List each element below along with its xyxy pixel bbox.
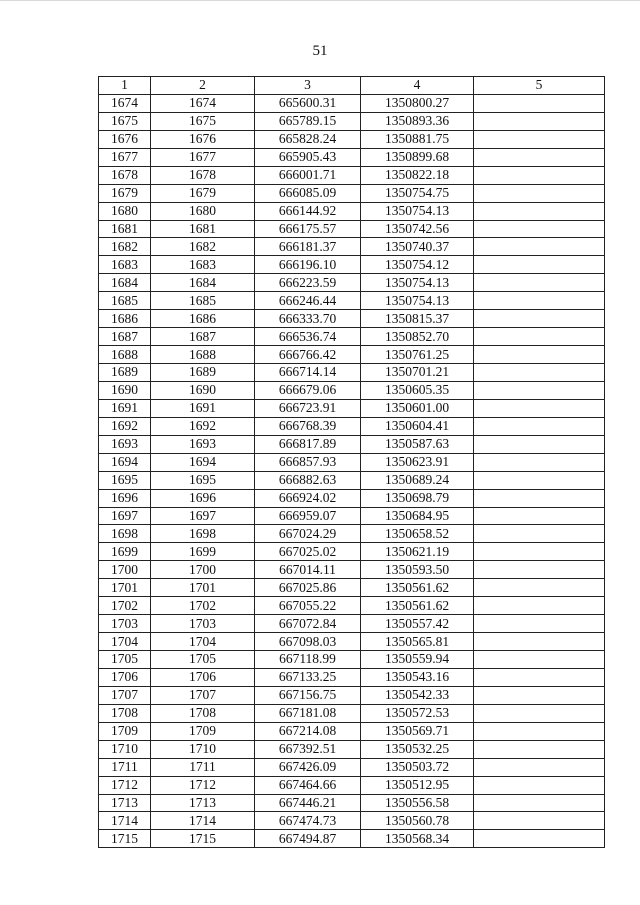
table-cell: 1684 — [151, 274, 255, 292]
table-cell — [474, 543, 605, 561]
table-cell: 1713 — [151, 794, 255, 812]
table-cell: 666001.71 — [255, 166, 361, 184]
table-cell: 667181.08 — [255, 704, 361, 722]
table-cell: 1350754.13 — [361, 292, 474, 310]
table-cell: 1682 — [151, 238, 255, 256]
table-cell: 1703 — [99, 615, 151, 633]
table-cell: 665600.31 — [255, 94, 361, 112]
table-cell: 1696 — [99, 489, 151, 507]
table-cell: 1691 — [151, 399, 255, 417]
table-cell: 667446.21 — [255, 794, 361, 812]
table-cell: 666714.14 — [255, 364, 361, 382]
table-row — [99, 543, 605, 561]
table-cell: 1701 — [99, 579, 151, 597]
table-cell: 667025.02 — [255, 543, 361, 561]
table-cell: 666536.74 — [255, 328, 361, 346]
table-cell: 1350572.53 — [361, 704, 474, 722]
column-header: 5 — [474, 77, 605, 95]
table-cell: 1350852.70 — [361, 328, 474, 346]
page-top-border — [0, 0, 640, 1]
table-row — [99, 776, 605, 794]
table-cell — [474, 112, 605, 130]
table-cell — [474, 453, 605, 471]
table-row — [99, 507, 605, 525]
coordinates-table — [98, 76, 605, 848]
table-cell: 1715 — [99, 830, 151, 848]
table-row — [99, 740, 605, 758]
table-cell: 1692 — [99, 417, 151, 435]
table-cell: 1693 — [151, 435, 255, 453]
table-row — [99, 399, 605, 417]
column-header: 2 — [151, 77, 255, 95]
table-cell: 1350503.72 — [361, 758, 474, 776]
table-cell: 1350587.63 — [361, 435, 474, 453]
table-row — [99, 364, 605, 382]
table-cell: 1350559.94 — [361, 651, 474, 669]
table-cell — [474, 148, 605, 166]
table-cell: 1705 — [151, 651, 255, 669]
table-body — [99, 94, 605, 847]
table-cell: 1350701.21 — [361, 364, 474, 382]
table-row — [99, 435, 605, 453]
table-cell: 1678 — [99, 166, 151, 184]
table-cell: 1707 — [151, 686, 255, 704]
table-cell — [474, 417, 605, 435]
table-cell: 666175.57 — [255, 220, 361, 238]
table-cell: 1350561.62 — [361, 597, 474, 615]
table-cell: 1702 — [151, 597, 255, 615]
table-cell — [474, 130, 605, 148]
table-cell: 666196.10 — [255, 256, 361, 274]
table-cell: 1675 — [99, 112, 151, 130]
table-cell — [474, 740, 605, 758]
table-cell: 1681 — [151, 220, 255, 238]
table-row — [99, 686, 605, 704]
table-cell: 1685 — [151, 292, 255, 310]
page-number: 51 — [312, 43, 328, 59]
table-cell: 1684 — [99, 274, 151, 292]
table-cell — [474, 794, 605, 812]
table-cell: 666223.59 — [255, 274, 361, 292]
table-cell: 1699 — [151, 543, 255, 561]
table-cell: 1350543.16 — [361, 668, 474, 686]
table-cell: 667024.29 — [255, 525, 361, 543]
table-cell: 1350605.35 — [361, 381, 474, 399]
table-cell — [474, 597, 605, 615]
table-cell — [474, 364, 605, 382]
table-cell — [474, 812, 605, 830]
table-cell: 666766.42 — [255, 346, 361, 364]
table-cell: 1700 — [99, 561, 151, 579]
table-cell: 1708 — [151, 704, 255, 722]
table-cell: 1350621.19 — [361, 543, 474, 561]
table-cell: 1350754.13 — [361, 274, 474, 292]
table-cell: 1677 — [99, 148, 151, 166]
table-cell: 1674 — [99, 94, 151, 112]
table-cell: 1350684.95 — [361, 507, 474, 525]
table-row — [99, 812, 605, 830]
table-cell: 1350754.13 — [361, 202, 474, 220]
table-cell: 667098.03 — [255, 633, 361, 651]
table-row — [99, 453, 605, 471]
table-cell: 1350658.52 — [361, 525, 474, 543]
table-cell: 1706 — [151, 668, 255, 686]
table-cell: 667494.87 — [255, 830, 361, 848]
header-row — [99, 77, 605, 95]
table-cell: 1683 — [151, 256, 255, 274]
table-row — [99, 346, 605, 364]
table-cell: 1350623.91 — [361, 453, 474, 471]
table-cell: 667474.73 — [255, 812, 361, 830]
table-cell: 1675 — [151, 112, 255, 130]
table-cell — [474, 615, 605, 633]
table-cell: 1682 — [99, 238, 151, 256]
table-cell — [474, 704, 605, 722]
table-cell: 1697 — [99, 507, 151, 525]
table-cell: 1714 — [99, 812, 151, 830]
table-cell: 1690 — [99, 381, 151, 399]
table-row — [99, 238, 605, 256]
table-cell: 665905.43 — [255, 148, 361, 166]
table-row — [99, 758, 605, 776]
table-cell: 1677 — [151, 148, 255, 166]
table-cell: 1705 — [99, 651, 151, 669]
table-cell: 1698 — [151, 525, 255, 543]
table-cell: 666679.06 — [255, 381, 361, 399]
table-cell: 1350815.37 — [361, 310, 474, 328]
table-cell: 667055.22 — [255, 597, 361, 615]
table-row — [99, 417, 605, 435]
table-row — [99, 220, 605, 238]
table-cell: 1350698.79 — [361, 489, 474, 507]
table-cell: 1350556.58 — [361, 794, 474, 812]
table-cell: 1694 — [99, 453, 151, 471]
table-cell: 1350565.81 — [361, 633, 474, 651]
table-cell: 1687 — [99, 328, 151, 346]
table-cell — [474, 686, 605, 704]
table-cell: 1711 — [151, 758, 255, 776]
table-cell: 1350542.33 — [361, 686, 474, 704]
table-row — [99, 310, 605, 328]
table-row — [99, 561, 605, 579]
table-cell: 1689 — [99, 364, 151, 382]
table-cell: 666768.39 — [255, 417, 361, 435]
table-cell: 667072.84 — [255, 615, 361, 633]
table-cell: 1706 — [99, 668, 151, 686]
table-row — [99, 597, 605, 615]
table-cell: 1680 — [99, 202, 151, 220]
table-row — [99, 722, 605, 740]
table-cell — [474, 94, 605, 112]
table-cell: 1350800.27 — [361, 94, 474, 112]
table-cell: 1350532.25 — [361, 740, 474, 758]
table-cell: 1710 — [99, 740, 151, 758]
table-cell: 1689 — [151, 364, 255, 382]
table-cell — [474, 525, 605, 543]
table-cell: 1683 — [99, 256, 151, 274]
table-cell: 1713 — [99, 794, 151, 812]
table-cell — [474, 202, 605, 220]
table-cell: 1693 — [99, 435, 151, 453]
table-cell: 667025.86 — [255, 579, 361, 597]
table-cell: 667133.25 — [255, 668, 361, 686]
table-cell — [474, 776, 605, 794]
table-cell: 666882.63 — [255, 471, 361, 489]
table-cell: 1696 — [151, 489, 255, 507]
column-header: 4 — [361, 77, 474, 95]
table-row — [99, 148, 605, 166]
table-cell: 666333.70 — [255, 310, 361, 328]
table-cell: 1350761.25 — [361, 346, 474, 364]
table-cell: 666723.91 — [255, 399, 361, 417]
table-cell: 1704 — [151, 633, 255, 651]
table-cell: 665828.24 — [255, 130, 361, 148]
table-row — [99, 633, 605, 651]
table-cell — [474, 184, 605, 202]
table-cell: 1350568.34 — [361, 830, 474, 848]
table-cell: 1711 — [99, 758, 151, 776]
table-cell: 666085.09 — [255, 184, 361, 202]
table-cell: 1678 — [151, 166, 255, 184]
table-cell: 665789.15 — [255, 112, 361, 130]
table-cell: 667464.66 — [255, 776, 361, 794]
table-cell: 1350881.75 — [361, 130, 474, 148]
table-row — [99, 94, 605, 112]
table-cell: 1680 — [151, 202, 255, 220]
table-cell: 1685 — [99, 292, 151, 310]
table-cell — [474, 651, 605, 669]
table-cell: 1709 — [151, 722, 255, 740]
table-cell: 1350899.68 — [361, 148, 474, 166]
table-cell: 1350593.50 — [361, 561, 474, 579]
table-cell — [474, 381, 605, 399]
table-row — [99, 292, 605, 310]
table-cell: 1704 — [99, 633, 151, 651]
table-cell — [474, 758, 605, 776]
table-row — [99, 704, 605, 722]
table-row — [99, 184, 605, 202]
table-cell: 1688 — [151, 346, 255, 364]
table-row — [99, 651, 605, 669]
table-cell — [474, 238, 605, 256]
table-cell: 1709 — [99, 722, 151, 740]
table-cell: 1350604.41 — [361, 417, 474, 435]
table-cell: 666181.37 — [255, 238, 361, 256]
table-row — [99, 794, 605, 812]
table-row — [99, 525, 605, 543]
table-cell: 1676 — [151, 130, 255, 148]
table-cell: 1687 — [151, 328, 255, 346]
table-cell: 1690 — [151, 381, 255, 399]
table-header — [99, 77, 605, 95]
table-cell: 1676 — [99, 130, 151, 148]
table-cell: 1350561.62 — [361, 579, 474, 597]
table-row — [99, 489, 605, 507]
table-cell: 1350557.42 — [361, 615, 474, 633]
table-cell: 1350893.36 — [361, 112, 474, 130]
table-cell — [474, 346, 605, 364]
table-cell: 667118.99 — [255, 651, 361, 669]
table-cell: 1699 — [99, 543, 151, 561]
table-cell: 1681 — [99, 220, 151, 238]
table-cell: 1350740.37 — [361, 238, 474, 256]
table-row — [99, 830, 605, 848]
table-cell: 1350601.00 — [361, 399, 474, 417]
table-cell — [474, 274, 605, 292]
table-row — [99, 112, 605, 130]
table-row — [99, 202, 605, 220]
table-cell: 1697 — [151, 507, 255, 525]
table-row — [99, 471, 605, 489]
table-cell — [474, 633, 605, 651]
table-row — [99, 615, 605, 633]
table-cell — [474, 722, 605, 740]
table-cell — [474, 435, 605, 453]
table-cell: 1350754.12 — [361, 256, 474, 274]
table-cell — [474, 579, 605, 597]
table-cell: 666817.89 — [255, 435, 361, 453]
table-cell: 666959.07 — [255, 507, 361, 525]
table-cell: 1712 — [151, 776, 255, 794]
table-cell: 1695 — [151, 471, 255, 489]
column-header: 1 — [99, 77, 151, 95]
table-cell: 1702 — [99, 597, 151, 615]
table-cell: 1700 — [151, 561, 255, 579]
table-row — [99, 381, 605, 399]
table-cell: 1350754.75 — [361, 184, 474, 202]
column-header: 3 — [255, 77, 361, 95]
table-cell: 1694 — [151, 453, 255, 471]
table-cell — [474, 166, 605, 184]
table-row — [99, 328, 605, 346]
table-cell — [474, 220, 605, 238]
table-cell: 1691 — [99, 399, 151, 417]
table-cell: 1350512.95 — [361, 776, 474, 794]
table-cell — [474, 561, 605, 579]
table-row — [99, 166, 605, 184]
table-cell: 1710 — [151, 740, 255, 758]
table-cell: 1695 — [99, 471, 151, 489]
table-cell: 1350560.78 — [361, 812, 474, 830]
table-cell: 1350742.56 — [361, 220, 474, 238]
table-row — [99, 579, 605, 597]
table-cell: 1686 — [99, 310, 151, 328]
table-cell — [474, 668, 605, 686]
table-cell — [474, 328, 605, 346]
table-cell: 667156.75 — [255, 686, 361, 704]
table-cell — [474, 256, 605, 274]
table-row — [99, 130, 605, 148]
table-cell — [474, 489, 605, 507]
table-cell — [474, 292, 605, 310]
table-row — [99, 256, 605, 274]
table-cell: 1698 — [99, 525, 151, 543]
table-cell — [474, 507, 605, 525]
table-cell — [474, 471, 605, 489]
table-cell — [474, 399, 605, 417]
table-cell: 1703 — [151, 615, 255, 633]
table-cell: 1692 — [151, 417, 255, 435]
table-cell: 1701 — [151, 579, 255, 597]
table-cell: 1715 — [151, 830, 255, 848]
table-cell — [474, 310, 605, 328]
table-cell — [474, 830, 605, 848]
table-cell: 667392.51 — [255, 740, 361, 758]
table-cell: 1679 — [99, 184, 151, 202]
table-cell: 1707 — [99, 686, 151, 704]
table-cell: 1350689.24 — [361, 471, 474, 489]
table-cell: 1712 — [99, 776, 151, 794]
table-cell: 1688 — [99, 346, 151, 364]
table-cell: 667014.11 — [255, 561, 361, 579]
table-cell: 1674 — [151, 94, 255, 112]
table-cell: 1350569.71 — [361, 722, 474, 740]
table-row — [99, 668, 605, 686]
table-cell: 1708 — [99, 704, 151, 722]
table-cell: 667426.09 — [255, 758, 361, 776]
table-cell: 667214.08 — [255, 722, 361, 740]
table-cell: 1679 — [151, 184, 255, 202]
table-cell: 666857.93 — [255, 453, 361, 471]
table-row — [99, 274, 605, 292]
table-cell: 666144.92 — [255, 202, 361, 220]
table-cell: 666246.44 — [255, 292, 361, 310]
table-cell: 666924.02 — [255, 489, 361, 507]
table-cell: 1714 — [151, 812, 255, 830]
table-cell: 1686 — [151, 310, 255, 328]
table-cell: 1350822.18 — [361, 166, 474, 184]
